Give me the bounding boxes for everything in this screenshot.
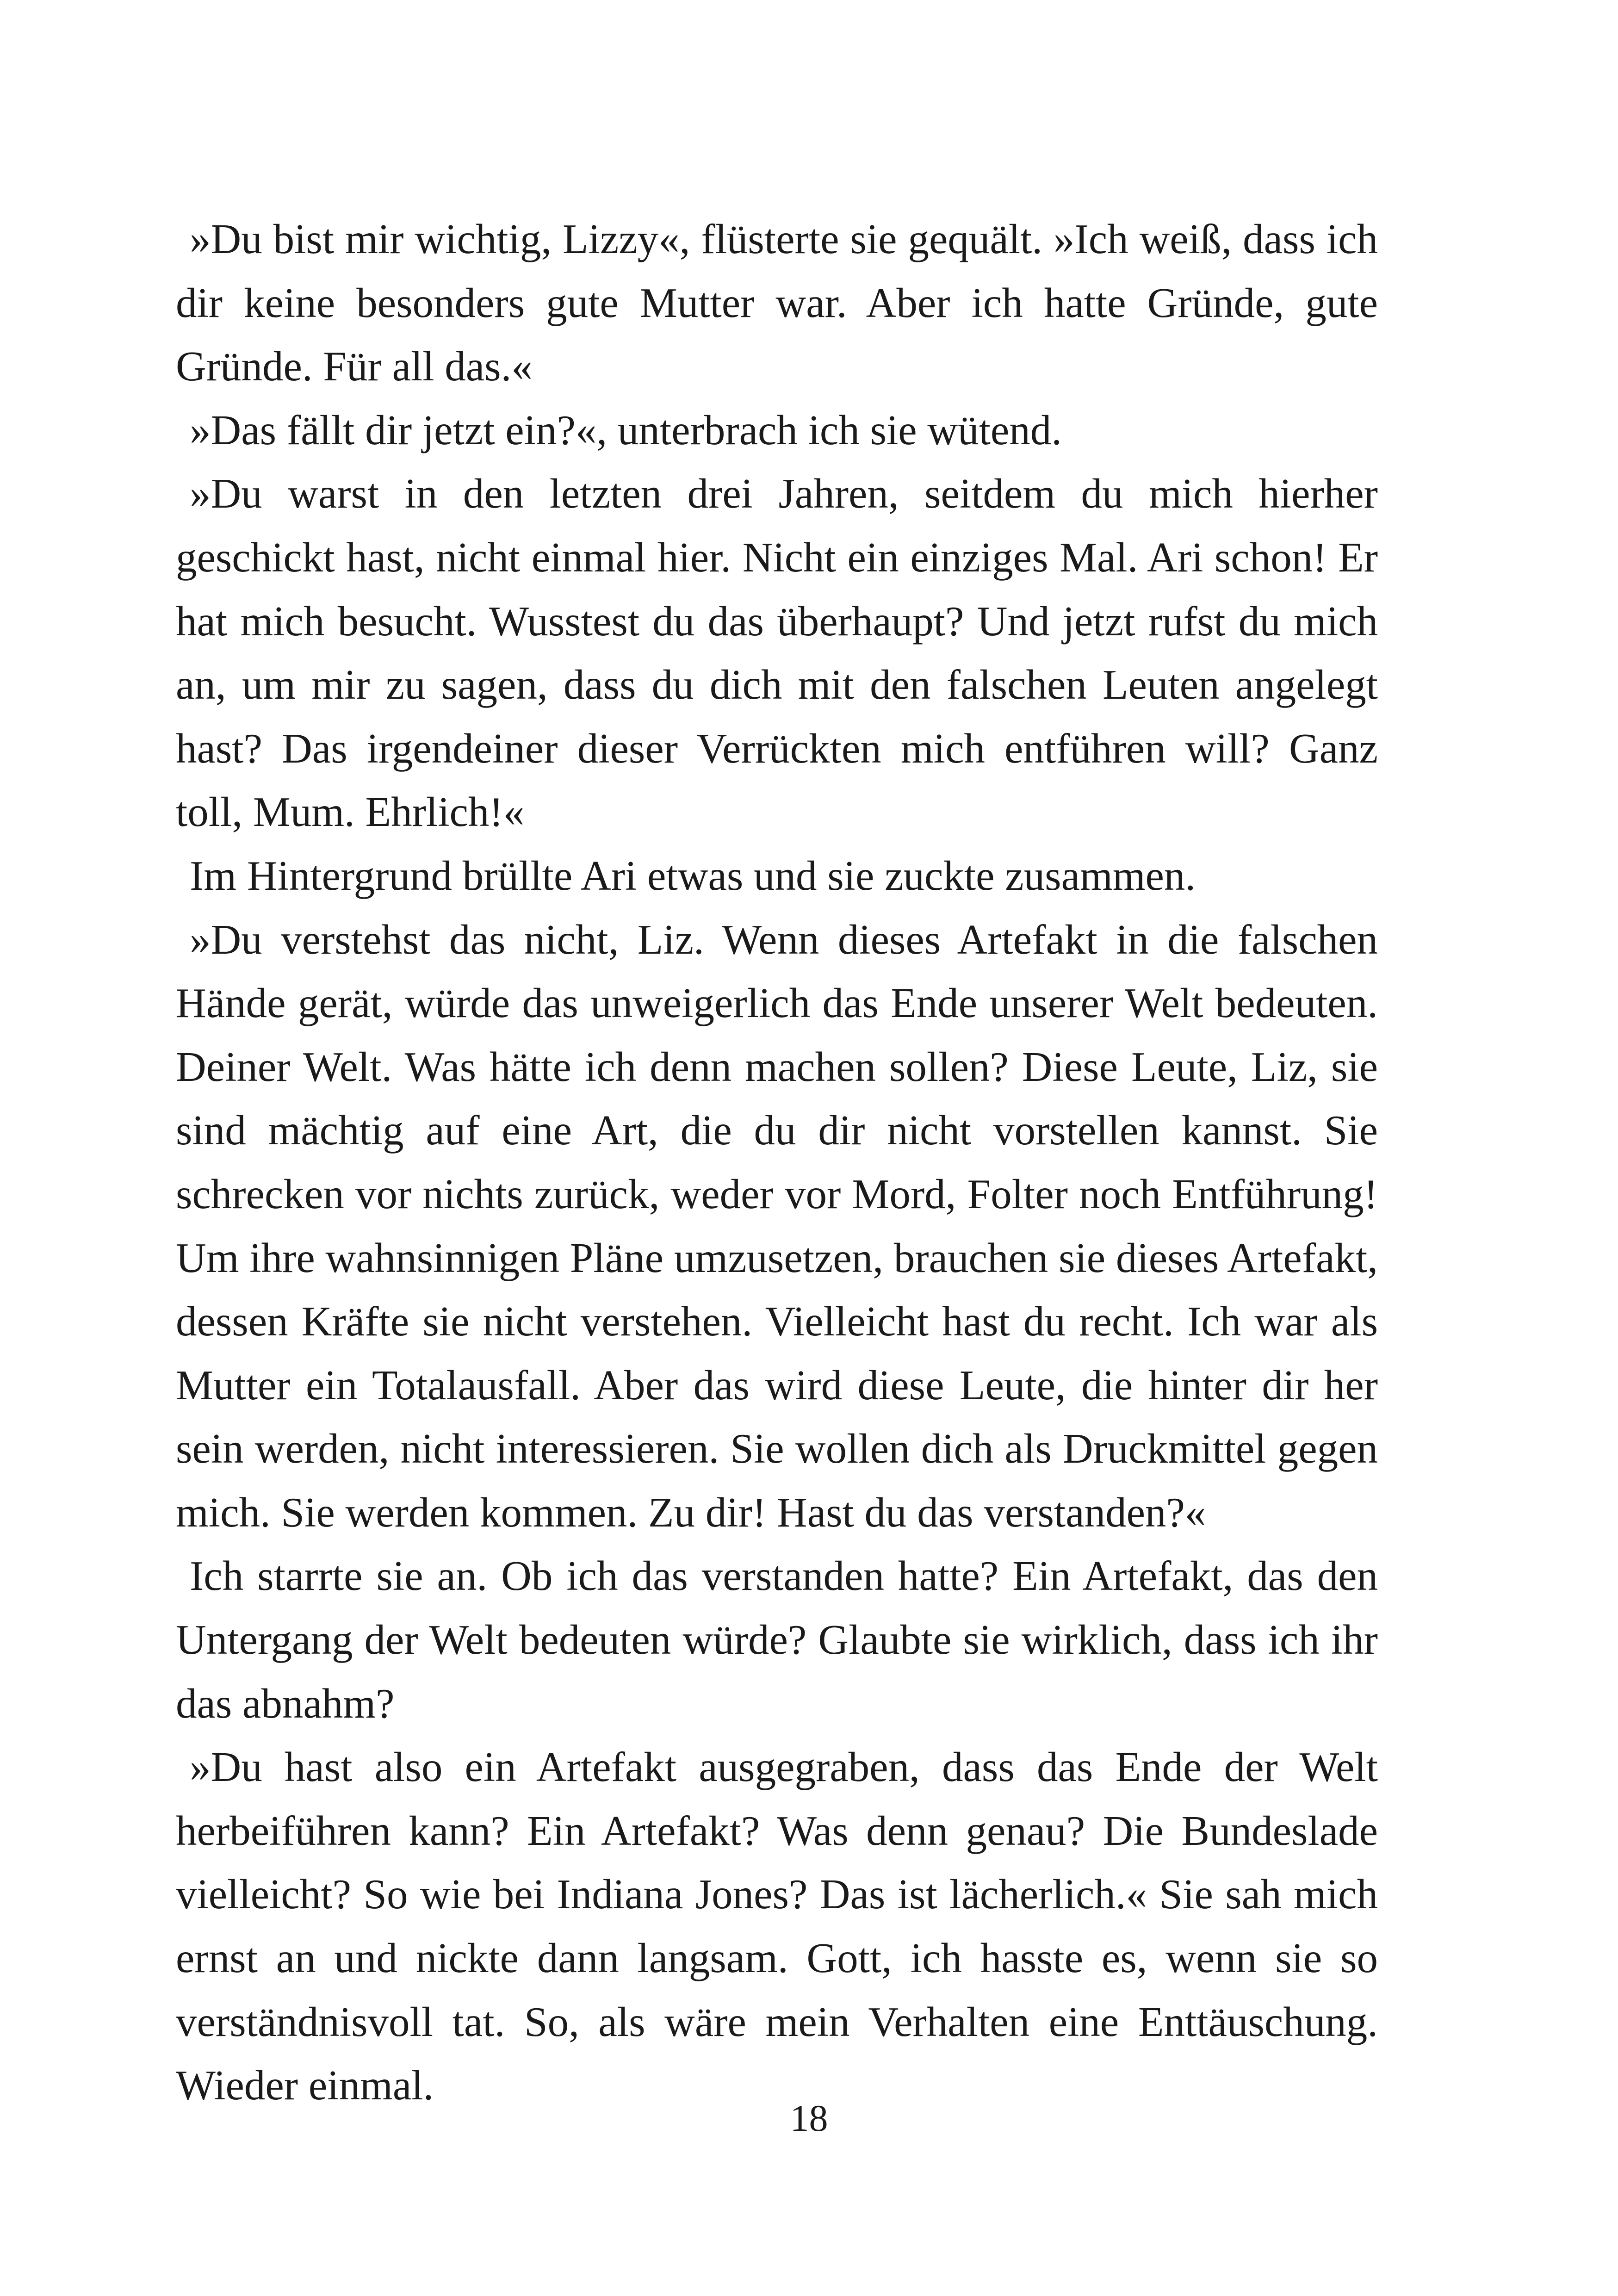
paragraph: Im Hintergrund brüllte Ari etwas und sie zuckte zusammen. — [190, 852, 1196, 899]
page-number: 18 — [790, 2097, 828, 2139]
paragraph: Ich starrte sie an. Ob ich das verstanden hatte? Ein Artefakt, das den Untergang der Welt bedeuten würde? Glaubte sie wirklich, dass ich ihr das abnahm? — [176, 1552, 1378, 1727]
paragraph: »Du verstehst das nicht, Liz. Wenn dieses Artefakt in die falschen Hände gerät, würde das unweigerlich das Ende unserer Welt bedeuten. Deiner Welt. Was hätte ich denn machen sollen? Diese Leute, Liz, sie sind mächtig auf eine Art, die du dir nicht vorstellen kannst. Sie schrecken vor nichts zurück, weder vor Mord, Folter noch Entführung! Um ihre wahnsinnigen Pläne umzusetzen, brauchen sie dieses Artefakt, dessen Kräfte sie nicht verstehen. Vielleicht hast du recht. Ich war als Mutter ein Totalausfall. Aber das wird diese Leute, die hinter dir her sein werden, nicht interessieren. Sie wollen dich als Druckmittel gegen mich. Sie werden kommen. Zu dir! Hast du das verstanden?« — [176, 916, 1378, 1536]
paragraph: »Du hast also ein Artefakt ausgegraben, dass das Ende der Welt herbeiführen kann? Ein Artefakt? Was denn genau? Die Bundeslade vielleicht? So wie bei Indiana Jones? Das ist lächerlich.« Sie sah mich ernst an und nickte dann langsam. Gott, ich hasste es, wenn sie so verständnisvoll tat. So, als wäre mein Verhalten eine Enttäuschung. Wieder einmal. — [176, 1744, 1378, 2109]
body-text — [176, 207, 1378, 2117]
paragraph: »Du bist mir wichtig, Lizzy«, flüsterte sie gequält. »Ich weiß, dass ich dir keine besonders gute Mutter war. Aber ich hatte Gründe, gute Gründe. Für all das.« — [176, 216, 1378, 390]
paragraph: »Das fällt dir jetzt ein?«, unterbrach ich sie wütend. — [190, 406, 1062, 453]
paragraph: »Du warst in den letzten drei Jahren, seitdem du mich hierher geschickt hast, nicht einmal hier. Nicht ein einziges Mal. Ari schon! Er hat mich besucht. Wusstest du das überhaupt? Und jetzt rufst du mich an, um mir zu sagen, dass du dich mit den falschen Leuten angelegt hast? Das irgendeiner dieser Verrückten mich entführen will? Ganz toll, Mum. Ehrlich!« — [176, 470, 1378, 836]
